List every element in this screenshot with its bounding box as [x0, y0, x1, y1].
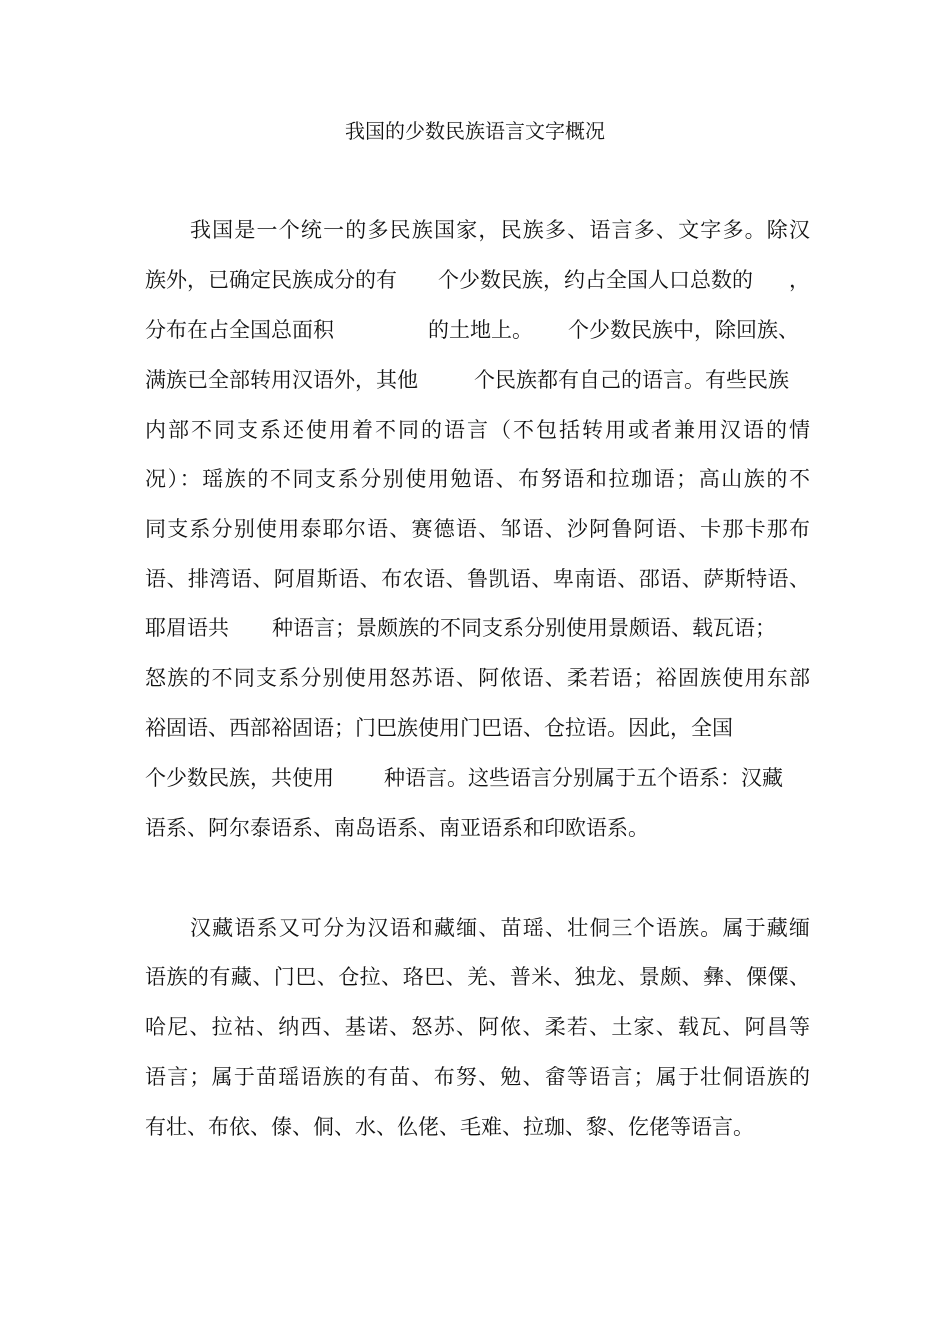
paragraph-1-line-10: 怒族的不同支系分别使用怒苏语、阿侬语、柔若语；裕固族使用东部	[145, 666, 810, 690]
paragraph-1-line-9-part-1: 耶眉语共	[145, 616, 229, 640]
paragraph-2-line-5: 有壮、布依、傣、侗、水、仫佬、毛难、拉珈、黎、仡佬等语言。	[145, 1115, 754, 1139]
paragraph-1-line-12-part-1: 个少数民族，共使用	[145, 766, 334, 790]
paragraph-1-line-9-part-2: 种语言；景颇族的不同支系分别使用景颇语、载瓦语；	[272, 616, 776, 640]
paragraph-1-line-13: 语系、阿尔泰语系、南岛语系、南亚语系和印欧语系。	[145, 816, 649, 840]
paragraph-1-line-4-part-2: 个民族都有自己的语言。有些民族	[474, 368, 789, 392]
paragraph-1-line-2-part-3: ，	[789, 268, 810, 292]
paragraph-1-line-3-part-1: 分布在占全国总面积	[145, 318, 334, 342]
paragraph-1-line-3-part-3: 个少数民族中，除回族、	[568, 318, 799, 342]
paragraph-1-line-7: 同支系分别使用泰耶尔语、赛德语、邹语、沙阿鲁阿语、卡那卡那布	[145, 517, 810, 541]
paragraph-2-line-3: 哈尼、拉祜、纳西、基诺、怒苏、阿侬、柔若、土家、载瓦、阿昌等	[145, 1015, 810, 1039]
paragraph-2-line-1: 汉藏语系又可分为汉语和藏缅、苗瑶、壮侗三个语族。属于藏缅	[190, 916, 810, 940]
page-title: 我国的少数民族语言文字概况	[345, 119, 605, 143]
paragraph-1-line-4-part-1: 满族已全部转用汉语外，其他	[145, 368, 418, 392]
paragraph-2-line-2: 语族的有藏、门巴、仓拉、珞巴、羌、普米、独龙、景颇、彝、傈僳、	[145, 965, 810, 989]
paragraph-1-line-2-part-1: 族外，已确定民族成分的有	[145, 268, 397, 292]
paragraph-1-line-11: 裕固语、西部裕固语；门巴族使用门巴语、仓拉语。因此，全国	[145, 716, 733, 740]
paragraph-1-line-2-part-2: 个少数民族，约占全国人口总数的	[438, 268, 753, 292]
paragraph-1-line-8: 语、排湾语、阿眉斯语、布农语、鲁凯语、卑南语、邵语、萨斯特语、	[145, 567, 810, 591]
paragraph-2-line-4: 语言；属于苗瑶语族的有苗、布努、勉、畲等语言；属于壮侗语族的	[145, 1065, 810, 1089]
paragraph-1-line-1: 我国是一个统一的多民族国家，民族多、语言多、文字多。除汉	[190, 218, 810, 242]
paragraph-1-line-5: 内部不同支系还使用着不同的语言（不包括转用或者兼用汉语的情	[145, 418, 810, 442]
paragraph-1-line-12-part-2: 种语言。这些语言分别属于五个语系：汉藏	[384, 766, 783, 790]
paragraph-1-line-6: 况）：瑶族的不同支系分别使用勉语、布努语和拉珈语；高山族的不	[145, 467, 810, 491]
paragraph-1-line-3-part-2: 的土地上。	[428, 318, 533, 342]
